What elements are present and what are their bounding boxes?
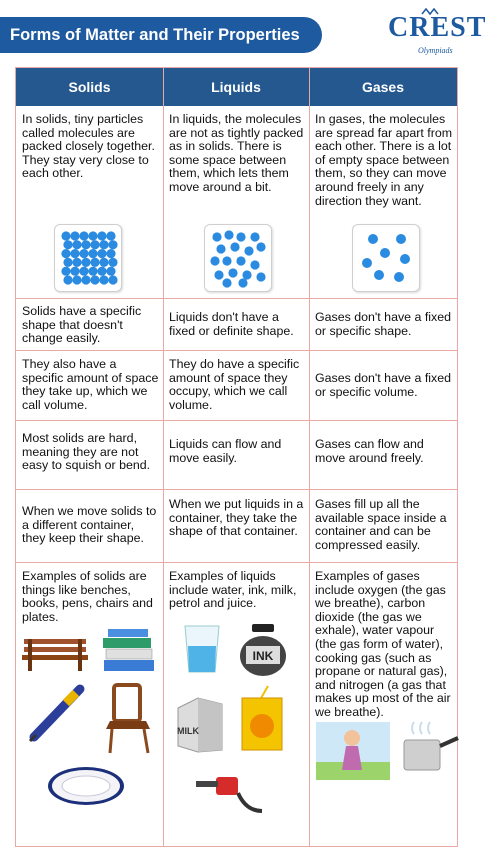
- particle: [61, 231, 70, 240]
- table-cell: Examples of gases include oxygen (the gas we breathe), carbon dioxide (the gas we exhale), water vapour (the gas form of water), cooking gas (such as propane or natural gas), and nitrogen (a gas that makes up most of the air we breathe).: [315, 569, 451, 719]
- table-cell: When we move solids to a different container, they keep their shape.: [22, 504, 157, 546]
- particle: [70, 267, 79, 276]
- particle: [106, 231, 115, 240]
- column-header-solids: Solids: [16, 68, 163, 106]
- row-divider: [16, 489, 457, 490]
- particle: [380, 248, 390, 258]
- column-header-liquids: Liquids: [163, 68, 309, 106]
- particle: [81, 275, 90, 284]
- particle: [97, 267, 106, 276]
- particle: [106, 267, 115, 276]
- table-cell: Examples of solids are things like benches, books, pens, chairs and plates.: [22, 569, 153, 624]
- particle: [108, 258, 117, 267]
- particle: [368, 234, 378, 244]
- table-cell: They do have a specific amount of space they occupy, which we call volume.: [169, 357, 300, 412]
- particle: [396, 234, 406, 244]
- particle: [70, 249, 79, 258]
- particle: [256, 242, 265, 251]
- row-divider: [16, 420, 457, 421]
- crest-logo: [388, 8, 486, 58]
- juice-box-icon: [238, 686, 286, 752]
- particle: [61, 249, 70, 258]
- column-divider: [163, 68, 164, 846]
- particle: [90, 258, 99, 267]
- plate-icon: [46, 765, 126, 807]
- particle: [374, 270, 384, 280]
- liquid-particles-diagram: [204, 224, 272, 292]
- books-icon: [102, 628, 156, 674]
- chair-icon: [106, 683, 152, 755]
- particle: [70, 231, 79, 240]
- table-cell: Liquids can flow and move easily.: [169, 437, 282, 465]
- table-cell: Gases can flow and move around freely.: [315, 437, 424, 465]
- particle: [79, 249, 88, 258]
- table-cell: They also have a specific amount of space they take up, which we call volume.: [22, 357, 159, 412]
- particle: [63, 240, 72, 249]
- solid-particles-diagram: [54, 224, 122, 292]
- row-divider: [16, 298, 457, 299]
- particle: [61, 267, 70, 276]
- column-divider: [309, 68, 310, 846]
- particle: [244, 246, 253, 255]
- particle: [236, 232, 245, 241]
- gas-particles-diagram: [352, 224, 420, 292]
- table-cell: Solids have a specific shape that doesn't change easily.: [22, 304, 142, 346]
- particle: [222, 278, 231, 287]
- ink-label: INK: [252, 649, 274, 663]
- particle: [216, 244, 225, 253]
- ink-bottle-icon: [238, 624, 288, 678]
- particle: [250, 260, 259, 269]
- logo-text: CREST: [388, 12, 486, 43]
- particle: [236, 256, 245, 265]
- particle: [99, 275, 108, 284]
- particle: [90, 275, 99, 284]
- table-cell: Gases don't have a fixed or specific volume.: [315, 371, 451, 399]
- milk-carton-icon: [174, 694, 226, 754]
- particle: [108, 275, 117, 284]
- table-cell: In solids, tiny particles called molecules are packed closely together. They stay very close to each other.: [22, 112, 155, 181]
- particle: [99, 240, 108, 249]
- particle: [394, 272, 404, 282]
- particle: [79, 267, 88, 276]
- row-divider: [16, 562, 457, 563]
- particle: [238, 278, 247, 287]
- particle: [81, 258, 90, 267]
- particle: [222, 256, 231, 265]
- particle: [81, 240, 90, 249]
- particle: [230, 242, 239, 251]
- particle: [250, 232, 259, 241]
- page-title: Forms of Matter and Their Properties: [0, 17, 322, 53]
- particle: [88, 267, 97, 276]
- particle: [99, 258, 108, 267]
- particle: [63, 258, 72, 267]
- milk-label: MILK: [177, 726, 199, 736]
- particle: [88, 231, 97, 240]
- pen-icon: [26, 683, 86, 743]
- table-cell: Gases fill up all the available space inside a container and can be compressed easily.: [315, 497, 447, 552]
- table-cell: Most solids are hard, meaning they are not easy to squish or bend.: [22, 431, 151, 473]
- table-cell: In liquids, the molecules are not as tightly packed as in solids. There is some space between them, which lets them move around a bit.: [169, 112, 304, 194]
- particle: [214, 270, 223, 279]
- particle: [210, 256, 219, 265]
- table-cell: In gases, the molecules are spread far apart from each other. There is a lot of empty space between them, so they can move around freely in any direction they want.: [315, 112, 453, 208]
- fuel-nozzle-icon: [194, 771, 264, 817]
- particle: [90, 240, 99, 249]
- particle: [400, 254, 410, 264]
- particle: [108, 240, 117, 249]
- particle: [72, 258, 81, 267]
- particle: [63, 275, 72, 284]
- column-header-gases: Gases: [309, 68, 457, 106]
- row-divider: [16, 350, 457, 351]
- particle: [362, 258, 372, 268]
- particle: [88, 249, 97, 258]
- particle: [97, 231, 106, 240]
- table-cell: Gases don't have a fixed or specific shape.: [315, 310, 451, 338]
- particle: [79, 231, 88, 240]
- particle: [72, 240, 81, 249]
- table-cell: Liquids don't have a fixed or definite shape.: [169, 310, 294, 338]
- particle: [97, 249, 106, 258]
- girl-breathing-icon: [316, 722, 390, 780]
- particle: [106, 249, 115, 258]
- logo-subtitle: Olympiads: [418, 46, 453, 55]
- bench-icon: [22, 633, 88, 673]
- particle: [228, 268, 237, 277]
- table-cell: When we put liquids in a container, they take the shape of that container.: [169, 497, 304, 539]
- water-glass-icon: [182, 624, 222, 674]
- matter-table: [15, 67, 458, 847]
- particle: [256, 272, 265, 281]
- particle: [72, 275, 81, 284]
- particle: [242, 270, 251, 279]
- table-cell: Examples of liquids include water, ink, milk, petrol and juice.: [169, 569, 297, 611]
- steaming-pot-icon: [400, 720, 460, 780]
- particle: [212, 232, 221, 241]
- particle: [224, 230, 233, 239]
